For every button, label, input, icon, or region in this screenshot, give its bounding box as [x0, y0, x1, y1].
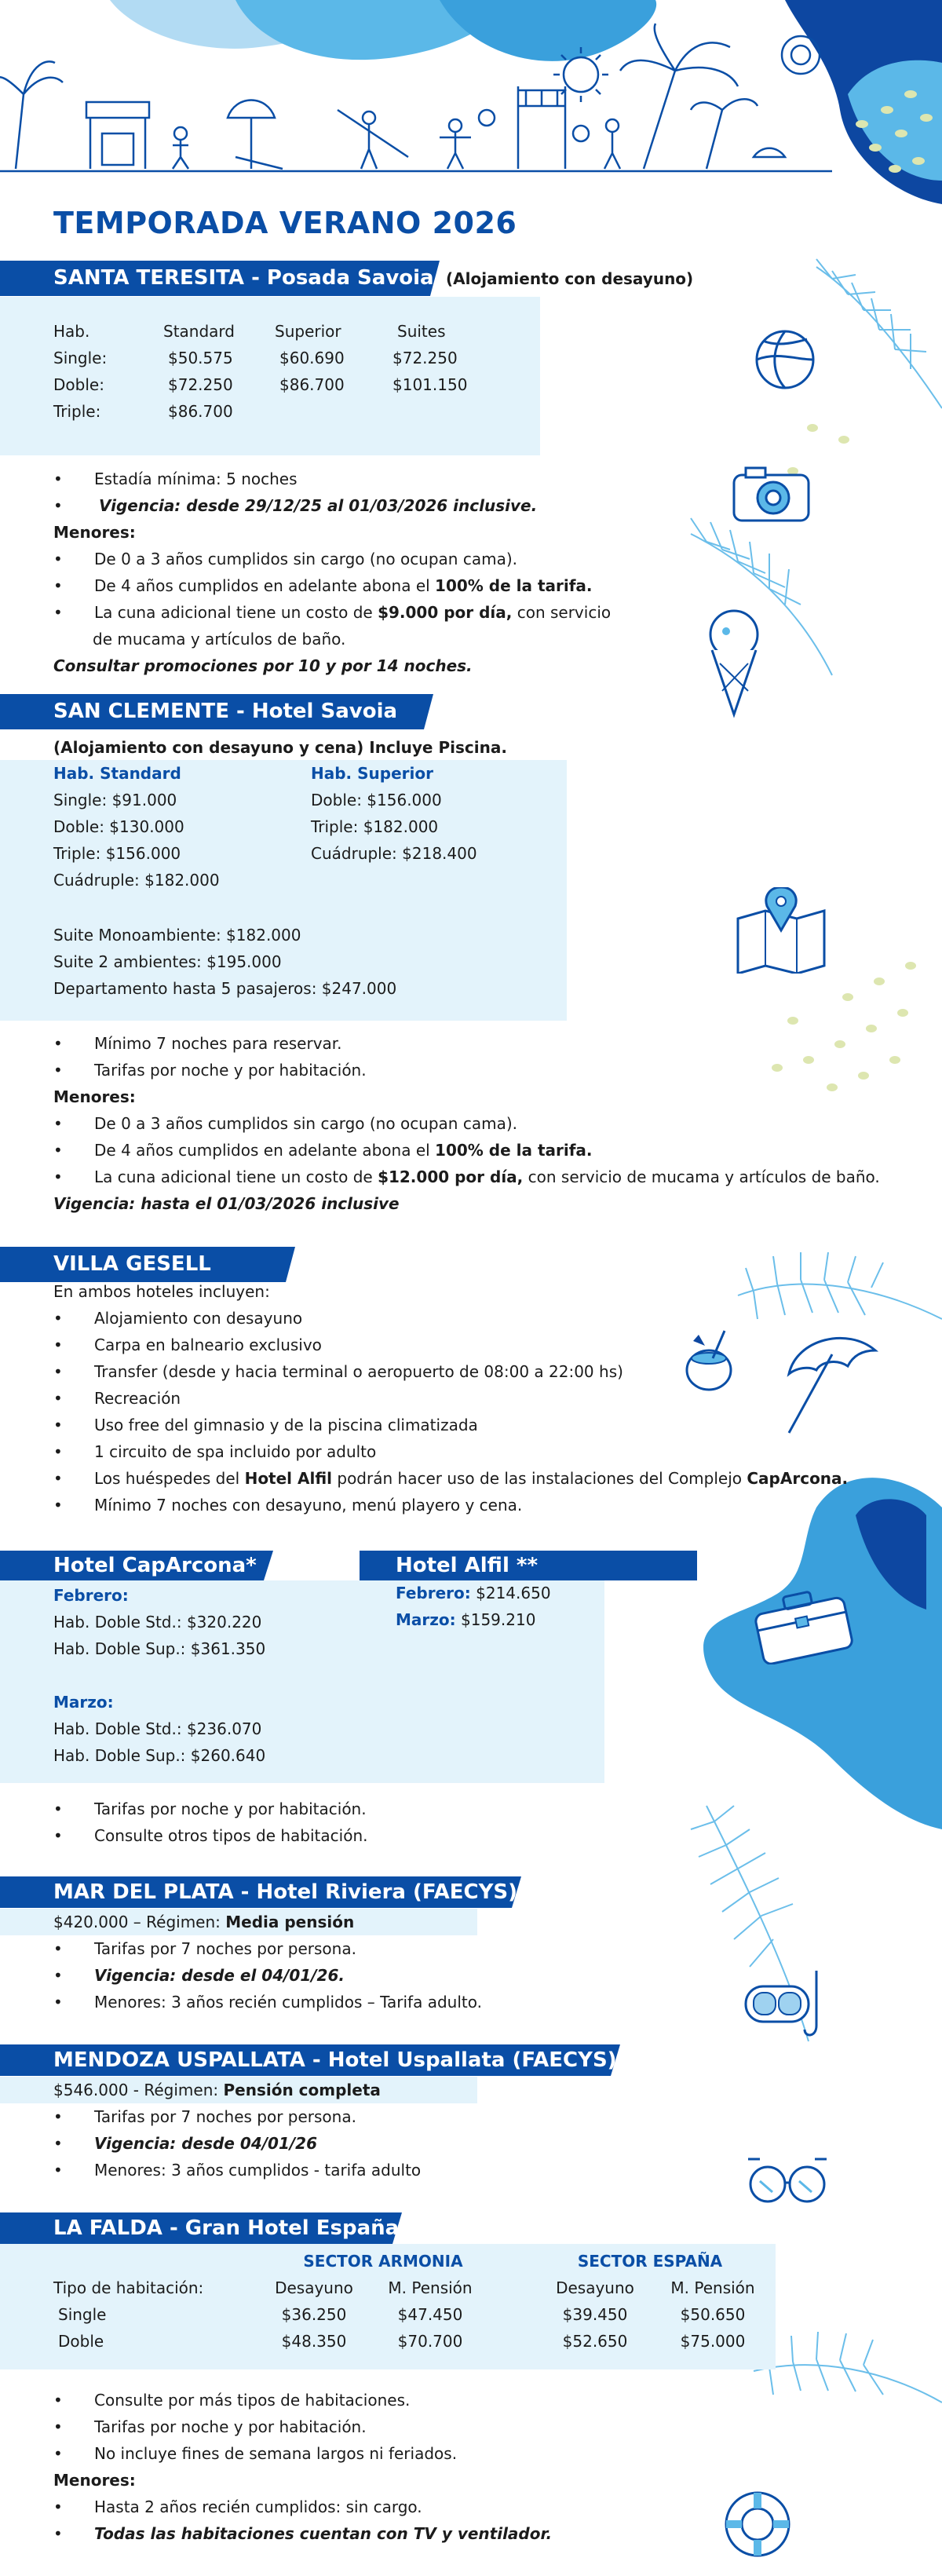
rate-line: Suite 2 ambientes: $195.000 — [53, 952, 282, 971]
camera-icon — [730, 463, 816, 526]
rate-line: Cuádruple: $182.000 — [53, 871, 220, 890]
intro-text: En ambos hoteles incluyen: — [53, 1282, 270, 1301]
menores-label: Menores: — [53, 523, 136, 542]
rate-line: Hab. Doble Std.: $236.070 — [53, 1719, 262, 1738]
menores-label: Menores: — [53, 2471, 136, 2490]
sunglasses-icon — [744, 2151, 831, 2206]
sup-label: Hab. Superior — [311, 764, 433, 783]
rate-line: Departamento hasta 5 pasajeros: $247.000 — [53, 979, 397, 998]
rate-line: Marzo: $159.210 — [396, 1610, 536, 1629]
mar-label: Marzo: — [53, 1693, 114, 1712]
list-item-continuation: de mucama y artículos de baño. — [93, 630, 346, 649]
suitcase-icon — [750, 1586, 856, 1664]
vigencia-note: Vigencia: hasta el 01/03/2026 inclusive — [53, 1194, 400, 1213]
rate-line: Febrero: $214.650 — [396, 1584, 551, 1602]
price-line: $420.000 – Régimen: Media pensión — [53, 1913, 355, 1931]
coconut-drink-icon — [681, 1327, 736, 1398]
page-title: TEMPORADA VERANO 2026 — [53, 206, 517, 240]
feb-label: Febrero: — [53, 1586, 129, 1605]
umbrella-icon — [773, 1327, 883, 1437]
ice-cream-icon — [703, 605, 765, 722]
rate-line: Suite Monoambiente: $182.000 — [53, 926, 301, 945]
table-row: Doble $48.350 $70.700 $52.650 $75.000 — [58, 2332, 746, 2351]
snorkel-icon — [742, 1971, 828, 2041]
rates-table: SECTOR ARMONIA SECTOR ESPAÑA Tipo de habitación: Desayuno M. Pensión Desayuno M. Pensión Single $36.250 $47.450 $39.450 $50.650 Doble $48.350 $70.700 $52.650 $75.000 — [53, 2248, 776, 2355]
rate-line: Triple: $156.000 — [53, 844, 181, 863]
life-ring-icon — [722, 2489, 793, 2560]
rate-line: Hab. Doble Std.: $320.220 — [53, 1613, 262, 1631]
rate-line: Hab. Doble Sup.: $361.350 — [53, 1639, 266, 1658]
std-label: Hab. Standard — [53, 764, 181, 783]
beach-ball-icon — [754, 328, 816, 391]
menores-label: Menores: — [53, 1087, 136, 1106]
rate-line: Hab. Doble Sup.: $260.640 — [53, 1746, 266, 1765]
section-note: (Alojamiento con desayuno) — [446, 269, 694, 288]
rate-line: Cuádruple: $218.400 — [311, 844, 477, 863]
rate-line: Triple: $182.000 — [311, 817, 439, 836]
rate-line: Single: $91.000 — [53, 791, 177, 809]
table-row: Single $36.250 $47.450 $39.450 $50.650 — [58, 2305, 746, 2324]
promo-note: Consultar promociones por 10 y por 14 noches. — [53, 656, 473, 675]
section-note: (Alojamiento con desayuno y cena) Incluye Piscina. — [53, 738, 507, 757]
price-line: $546.000 - Régimen: Pensión completa — [53, 2081, 381, 2099]
map-pin-icon — [734, 887, 828, 974]
rate-line: Doble: $156.000 — [311, 791, 442, 809]
rate-line: Doble: $130.000 — [53, 817, 184, 836]
